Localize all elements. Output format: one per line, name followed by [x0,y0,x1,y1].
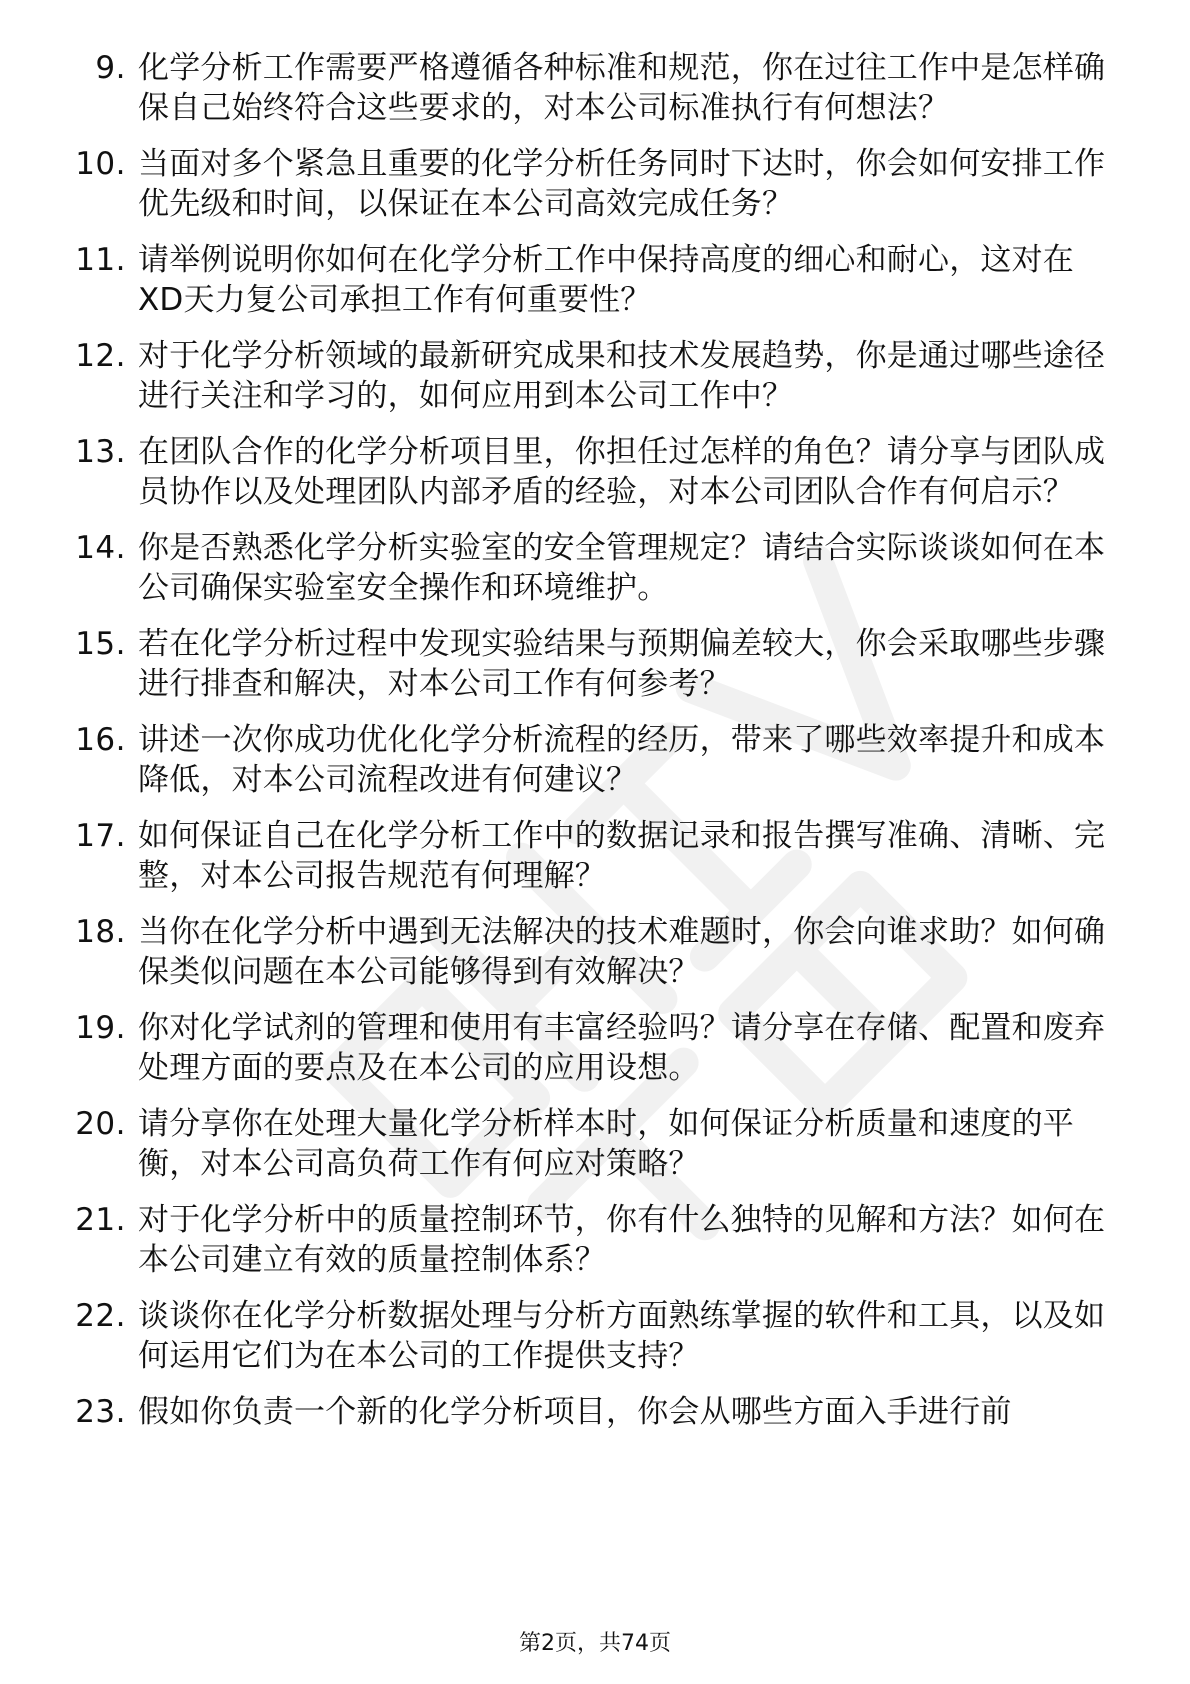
list-item [56,48,1116,128]
list-item [56,144,1116,224]
question-text: 当你在化学分析中遇到无法解决的技术难题时，你会向谁求助？如何确保类似问题在本公司能够得到有效解决？ [138,914,1106,990]
question-number: 22. [75,1298,126,1334]
question-text: 谈谈你在化学分析数据处理与分析方面熟练掌握的软件和工具，以及如何运用它们为在本公司的工作提供支持？ [138,1298,1106,1374]
question-number: 21. [75,1202,126,1238]
question-number: 20. [75,1106,126,1142]
question-list-section [56,48,1116,1448]
list-item [56,624,1116,704]
question-text: 当面对多个紧急且重要的化学分析任务同时下达时，你会如何安排工作优先级和时间，以保证在本公司高效完成任务？ [138,146,1106,222]
list-item [56,720,1116,800]
question-number: 15. [75,626,126,662]
question-number: 23. [75,1394,126,1430]
question-text: 对于化学分析中的质量控制环节，你有什么独特的见解和方法？如何在本公司建立有效的质量控制体系？ [138,1202,1106,1278]
question-number: 12. [75,338,126,374]
list-item [56,528,1116,608]
question-number: 10. [75,146,126,182]
question-number: 19. [75,1010,126,1046]
question-text: 如何保证自己在化学分析工作中的数据记录和报告撰写准确、清晰、完整，对本公司报告规范有何理解？ [138,818,1106,894]
question-number: 11. [75,242,126,278]
question-text: 请举例说明你如何在化学分析工作中保持高度的细心和耐心，这对在XD天力复公司承担工作有何重要性？ [138,242,1074,318]
list-item [56,432,1116,512]
list-item [56,240,1116,320]
question-number: 16. [75,722,126,758]
question-text: 讲述一次你成功优化化学分析流程的经历，带来了哪些效率提升和成本降低，对本公司流程改进有何建议？ [138,722,1106,798]
question-number: 18. [75,914,126,950]
question-list [56,48,1116,1432]
question-number: 17. [75,818,126,854]
list-item [56,912,1116,992]
list-item [56,1200,1116,1280]
question-text: 你对化学试剂的管理和使用有丰富经验吗？请分享在存储、配置和废弃处理方面的要点及在本公司的应用设想。 [138,1010,1106,1086]
question-text: 请分享你在处理大量化学分析样本时，如何保证分析质量和速度的平衡，对本公司高负荷工作有何应对策略？ [138,1106,1074,1182]
list-item [56,1296,1116,1376]
list-item [56,336,1116,416]
question-number: 9. [95,50,126,86]
question-number: 14. [75,530,126,566]
question-text: 在团队合作的化学分析项目里，你担任过怎样的角色？请分享与团队成员协作以及处理团队内部矛盾的经验，对本公司团队合作有何启示？ [138,434,1106,510]
list-item [56,1392,1116,1432]
list-item [56,1104,1116,1184]
page-footer [0,1630,1190,1658]
question-number: 13. [75,434,126,470]
question-text: 假如你负责一个新的化学分析项目，你会从哪些方面入手进行前 [138,1394,1012,1430]
question-text: 若在化学分析过程中发现实验结果与预期偏差较大，你会采取哪些步骤进行排查和解决，对本公司工作有何参考？ [138,626,1106,702]
list-item [56,1008,1116,1088]
list-item [56,816,1116,896]
question-text: 化学分析工作需要严格遵循各种标准和规范，你在过往工作中是怎样确保自己始终符合这些要求的，对本公司标准执行有何想法？ [138,50,1106,126]
question-text: 对于化学分析领域的最新研究成果和技术发展趋势，你是通过哪些途径进行关注和学习的，如何应用到本公司工作中？ [138,338,1106,414]
question-text: 你是否熟悉化学分析实验室的安全管理规定？请结合实际谈谈如何在本公司确保实验室安全操作和环境维护。 [138,530,1106,606]
page-number-label: 第2页，共74页 [519,1631,671,1656]
